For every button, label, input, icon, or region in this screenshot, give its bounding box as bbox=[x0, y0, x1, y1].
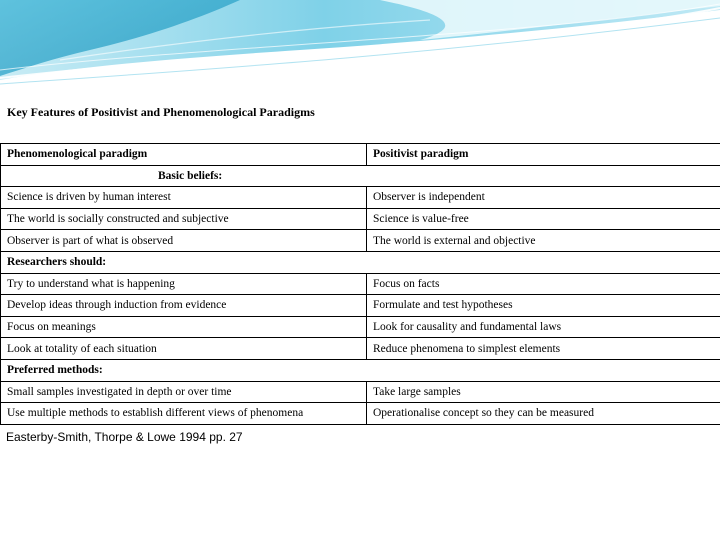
positivist-cell: Take large samples bbox=[367, 381, 720, 403]
positivist-cell: Science is value-free bbox=[367, 208, 720, 230]
table-row bbox=[1, 316, 720, 338]
positivist-cell: The world is external and objective bbox=[367, 230, 720, 252]
positivist-cell: Reduce phenomena to simplest elements bbox=[367, 338, 720, 360]
slide-title: Key Features of Positivist and Phenomenological Paradigms bbox=[7, 105, 315, 119]
table-row bbox=[1, 273, 720, 295]
positivist-cell: Look for causality and fundamental laws bbox=[367, 316, 720, 338]
positivist-cell: Formulate and test hypotheses bbox=[367, 295, 720, 317]
table-row bbox=[1, 338, 720, 360]
phenomenological-cell: Small samples investigated in depth or over time bbox=[1, 381, 367, 403]
citation: Easterby-Smith, Thorpe & Lowe 1994 pp. 27 bbox=[6, 430, 243, 444]
phenomenological-cell: Observer is part of what is observed bbox=[1, 230, 367, 252]
paradigm-comparison-table bbox=[0, 143, 720, 425]
header-phenomenological: Phenomenological paradigm bbox=[1, 144, 367, 166]
section-title: Researchers should: bbox=[1, 251, 720, 273]
table-body bbox=[1, 144, 720, 425]
phenomenological-cell: Focus on meanings bbox=[1, 316, 367, 338]
decorative-wave-banner bbox=[0, 0, 720, 90]
table-row bbox=[1, 208, 720, 230]
table-row bbox=[1, 403, 720, 425]
positivist-cell: Operationalise concept so they can be measured bbox=[367, 403, 720, 425]
section-row bbox=[1, 359, 720, 381]
section-row bbox=[1, 165, 720, 187]
phenomenological-cell: Use multiple methods to establish different views of phenomena bbox=[1, 403, 367, 425]
header-row bbox=[1, 144, 720, 166]
phenomenological-cell: Science is driven by human interest bbox=[1, 187, 367, 209]
phenomenological-cell: The world is socially constructed and subjective bbox=[1, 208, 367, 230]
header-positivist: Positivist paradigm bbox=[367, 144, 720, 166]
table-row bbox=[1, 381, 720, 403]
table-row bbox=[1, 187, 720, 209]
section-title: Preferred methods: bbox=[1, 359, 720, 381]
table-row bbox=[1, 230, 720, 252]
table-row bbox=[1, 295, 720, 317]
phenomenological-cell: Look at totality of each situation bbox=[1, 338, 367, 360]
section-title: Basic beliefs: bbox=[1, 165, 720, 187]
phenomenological-cell: Try to understand what is happening bbox=[1, 273, 367, 295]
positivist-cell: Observer is independent bbox=[367, 187, 720, 209]
positivist-cell: Focus on facts bbox=[367, 273, 720, 295]
phenomenological-cell: Develop ideas through induction from evidence bbox=[1, 295, 367, 317]
section-row bbox=[1, 251, 720, 273]
